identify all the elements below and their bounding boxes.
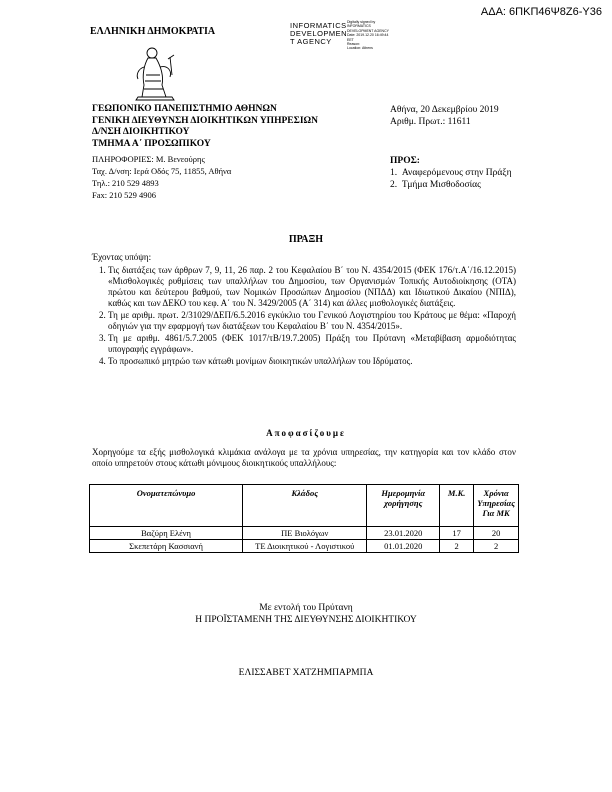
signature-title: Η ΠΡΟΪΣΤΑΜΕΝΗ ΤΗΣ ΔΙΕΥΘΥΝΣΗΣ ΔΙΟΙΚΗΤΙΚΟΥ <box>195 614 417 625</box>
column-header: Κλάδος <box>243 485 367 527</box>
recipients-block <box>390 155 512 191</box>
general-directorate: ΓΕΝΙΚΗ ΔΙΕΥΘΥΝΣΗ ΔΙΟΙΚΗΤΙΚΩΝ ΥΠΗΡΕΣΙΩΝ <box>92 115 318 126</box>
column-header: Ημερομηνία χορήγησης <box>367 485 440 527</box>
university-emblem-icon <box>130 45 182 101</box>
considering-label: Έχοντας υπόψη: <box>92 252 152 262</box>
hellenic-republic: ΕΛΛΗΝΙΚΗ ΔΗΜΟΚΡΑΤΙΑ <box>90 26 216 37</box>
consideration-item: 3. Τη με αριθμ. 4861/5.7.2005 (ΦΕΚ 1017/τΒ/19.7.2005) Πράξη του Πρύτανη «Μεταβίβαση αρμοδιότητας υπογραφής εγγράφων». <box>108 333 516 355</box>
protocol-number: Αριθμ. Πρωτ.: 11611 <box>390 117 471 127</box>
decision-heading: Αποφασίζουμε <box>266 428 346 438</box>
document-title: ΠΡΑΞΗ <box>288 234 324 245</box>
column-header: Χρόνια Υπηρεσίας Για ΜΚ <box>474 485 519 527</box>
contact-block <box>92 153 231 201</box>
university-name: ΓΕΩΠΟΝΙΚΟ ΠΑΝΕΠΙΣΤΗΜΙΟ ΑΘΗΝΩΝ <box>92 104 277 114</box>
recipient-item: 1. Αναφερόμενους στην Πράξη <box>390 168 512 178</box>
consideration-item: 1. Τις διατάξεις των άρθρων 7, 9, 11, 26 παρ. 2 του Κεφαλαίου Β΄ του Ν. 4354/2015 (ΦΕΚ 176/τ.Α΄/16.12.2015) «Μισθολογικές ρυθμίσεις των υπαλλήλων του Δημοσίου, των Οργανισμών Τοπικής Αυτοδιοίκησης (ΟΤΑ) πρώτου και δεύτερου βαθμού, των Νομικών Προσώπων Δημοσίου (ΝΠΔΔ) και Ιδιωτικού Δικαίου (ΝΠΙΔ), καθώς και των ΔΕΚΟ του κεφ. Α΄ του Ν. 3429/2005 (Α΄ 314) και άλλες μισθολογικές διατάξεις. <box>108 265 516 309</box>
signature-block <box>0 603 612 626</box>
recipient-item: 2. Τμήμα Μισθοδοσίας <box>390 180 481 190</box>
table-header-row <box>90 485 519 527</box>
ada-code: ΑΔΑ: 6ΠΚΠ46Ψ8Ζ6-Υ36 <box>480 6 602 18</box>
column-header: Μ.Κ. <box>440 485 474 527</box>
signature-details: Digitally signed by INFORMATICS DEVELOPMENT AGENCY Date: 2019.12.20 16:49:44 EET Reason: Location: Athens <box>347 20 389 51</box>
issuer-block <box>92 104 318 150</box>
table-row: Σκεπετάρη Κασσιανή ΤΕ Διοικητικού - Λογιστικού 01.01.2020 2 2 <box>90 540 519 553</box>
department: ΤΜΗΜΑ Α΄ ΠΡΟΣΩΠΙΚΟΥ <box>92 138 211 149</box>
consideration-item: 4. Το προσωπικό μητρώο των κάτωθι μονίμων διοικητικών υπαλλήλων του Ιδρύματος. <box>108 356 516 367</box>
staff-table <box>89 484 519 553</box>
document-date: Αθήνα, 20 Δεκεμβρίου 2019 <box>390 105 499 115</box>
address: Ταχ. Δ/νση: Ιερά Οδός 75, 11855, Αθήνα <box>92 166 232 176</box>
grant-text: Χορηγούμε τα εξής μισθολογικά κλιμάκια ανάλογα με τα χρόνια υπηρεσίας, την κατηγορία και τον κλάδο στον οποίο υπηρετούν στους κάτωθι μόνιμους διοικητικούς υπαλλήλους: <box>92 447 516 468</box>
fax: Fax: 210 529 4906 <box>92 190 156 200</box>
column-header: Ονοματεπώνυμο <box>90 485 243 527</box>
date-block <box>390 104 499 128</box>
considerations-section <box>92 252 516 368</box>
directorate: Δ/ΝΣΗ ΔΙΟΙΚΗΤΙΚΟΥ <box>92 127 190 137</box>
considerations-list <box>92 265 516 367</box>
signature-authority: Με εντολή του Πρύτανη <box>259 603 353 613</box>
signature-stamp: INFORMATICS DEVELOPMEN T AGENCY <box>290 21 348 46</box>
signatory-name: ΕΛΙΣΣΑΒΕΤ ΧΑΤΖΗΜΠΑΡΜΠΑ <box>238 668 374 678</box>
phone: Τηλ.: 210 529 4893 <box>92 178 159 188</box>
contact-person: ΠΛΗΡΟΦΟΡΙΕΣ: Μ. Βενεούρης <box>92 154 205 164</box>
consideration-item: 2. Τη με αριθμ. πρωτ. 2/31029/ΔΕΠ/6.5.2016 εγκύκλιο του Γενικού Λογιστηρίου του Κράτους με θέμα: «Παροχή οδηγιών για την εφαρμογή των διατάξεων του Κεφαλαίου Β΄ του Ν. 4354/2015». <box>108 310 516 332</box>
table-row: Βαζύρη Ελένη ΠΕ Βιολόγων 23.01.2020 17 20 <box>90 527 519 540</box>
recipients-title: ΠΡΟΣ: <box>390 156 420 166</box>
